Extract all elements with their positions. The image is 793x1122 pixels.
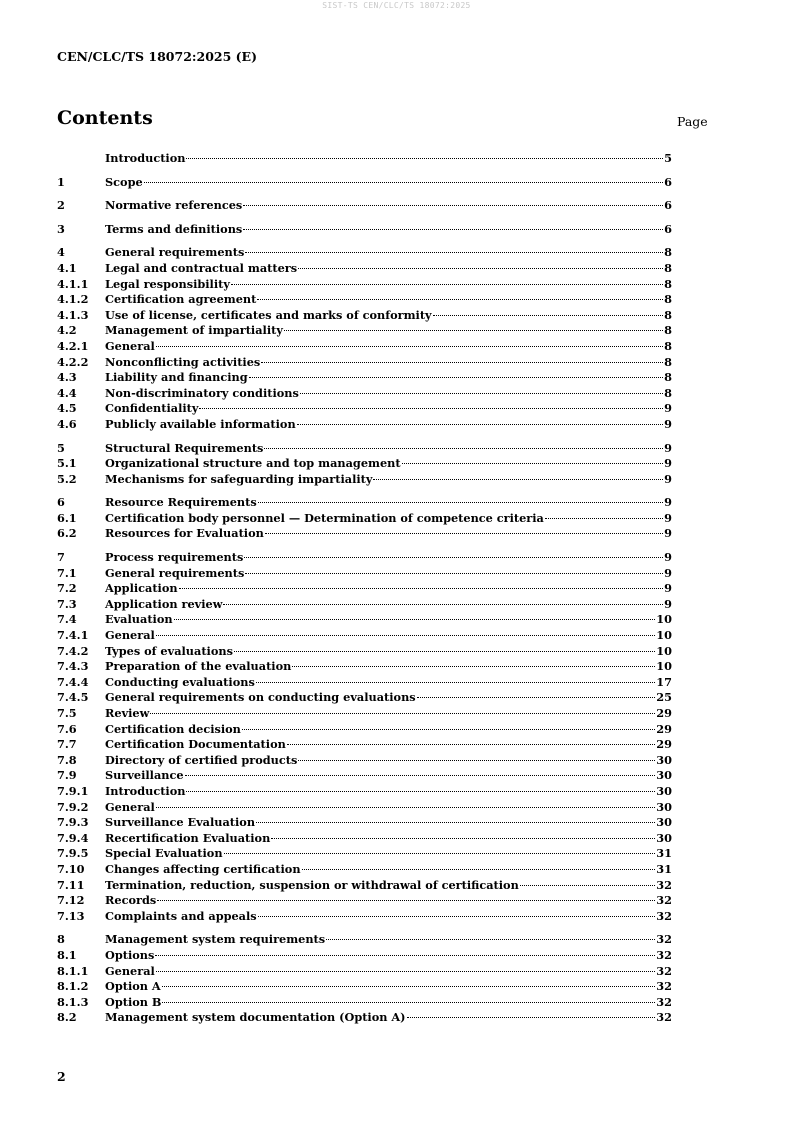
toc-entry[interactable]	[57, 597, 672, 613]
toc-entry-title: Structural Requirements	[105, 440, 264, 455]
toc-entry[interactable]	[57, 831, 672, 847]
toc-dot-leader	[244, 557, 663, 558]
toc-entry[interactable]	[57, 566, 672, 582]
toc-entry-page: 8	[664, 245, 672, 260]
toc-entry[interactable]	[57, 441, 672, 457]
toc-entry-page: 30	[656, 815, 672, 830]
toc-dot-leader	[243, 229, 663, 230]
toc-dot-leader	[258, 916, 656, 917]
toc-entry-title: Types of evaluations	[105, 643, 233, 658]
toc-dot-leader	[186, 158, 663, 159]
toc-dot-leader	[326, 939, 655, 940]
toc-dot-leader	[284, 330, 663, 331]
toc-entry-title: Certification decision	[105, 721, 241, 736]
toc-entry[interactable]	[57, 815, 672, 831]
toc-entry-number: 7.5	[57, 706, 77, 720]
toc-entry-number: 7.4.1	[57, 628, 89, 643]
toc-entry-page: 32	[656, 908, 672, 923]
toc-entry-number: 7.12	[57, 893, 85, 908]
toc-entry-page: 10	[656, 643, 672, 658]
toc-entry-page: 6	[664, 221, 672, 236]
toc-entry[interactable]	[57, 722, 672, 738]
toc-entry-page: 32	[656, 932, 672, 947]
toc-entry[interactable]	[57, 472, 672, 488]
toc-dot-leader	[271, 838, 655, 839]
toc-dot-leader	[223, 604, 663, 605]
toc-entry-page: 32	[656, 994, 672, 1009]
toc-entry-page: 10	[656, 659, 672, 674]
table-of-contents	[57, 151, 672, 1026]
toc-entry-title: General	[105, 338, 155, 353]
toc-dot-leader	[245, 573, 663, 574]
toc-entry-number: 7.4.2	[57, 643, 89, 658]
toc-entry-title: Publicly available information	[105, 416, 296, 431]
toc-entry-number: 7.4.5	[57, 690, 89, 705]
toc-entry-page: 9	[664, 471, 672, 486]
toc-dot-leader	[144, 182, 663, 183]
toc-entry-title: General	[105, 963, 155, 978]
toc-entry-number: 4.2	[57, 323, 77, 338]
toc-entry-title: Termination, reduction, suspension or withdrawal of certification	[105, 877, 519, 892]
toc-entry-page: 8	[664, 385, 672, 400]
toc-entry-page: 30	[656, 830, 672, 845]
toc-entry-number: 4.1.2	[57, 292, 89, 307]
toc-dot-leader	[257, 299, 663, 300]
toc-entry-title: Recertification Evaluation	[105, 830, 271, 845]
toc-entry-page: 8	[664, 354, 672, 369]
toc-entry[interactable]	[57, 456, 672, 472]
toc-entry[interactable]	[57, 401, 672, 417]
toc-entry-title: Legal and contractual matters	[105, 260, 298, 275]
toc-entry-page: 32	[656, 963, 672, 978]
toc-entry-title: Confidentiality	[105, 401, 199, 416]
watermark: SIST-TS CEN/CLC/TS 18072:2025	[322, 1, 471, 10]
document-id: CEN/CLC/TS 18072:2025 (E)	[57, 49, 257, 64]
toc-entry[interactable]	[57, 964, 672, 980]
toc-dot-leader	[256, 682, 655, 683]
toc-entry-page: 29	[656, 721, 672, 736]
toc-entry-title: Records	[105, 893, 157, 908]
toc-entry-page: 5	[664, 151, 672, 165]
toc-entry-number: 4.1	[57, 260, 77, 275]
toc-entry-number: 4.1.3	[57, 307, 89, 322]
toc-entry-number: 7.6	[57, 721, 77, 736]
toc-entry-title: Resources for Evaluation	[105, 526, 264, 541]
toc-entry-title: Option A	[105, 979, 161, 994]
toc-entry-number: 4.5	[57, 401, 77, 416]
toc-entry-number: 7.4	[57, 612, 77, 627]
toc-entry-number: 5	[57, 440, 65, 455]
toc-entry-page: 9	[664, 596, 672, 611]
toc-dot-leader	[162, 1002, 655, 1003]
toc-entry[interactable]	[57, 1010, 672, 1026]
toc-entry-page: 31	[656, 861, 672, 876]
toc-entry[interactable]	[57, 581, 672, 597]
toc-dot-leader	[245, 252, 663, 253]
toc-entry[interactable]	[57, 628, 672, 644]
toc-entry[interactable]	[57, 753, 672, 769]
toc-entry-page: 32	[656, 893, 672, 908]
toc-entry-page: 8	[664, 260, 672, 275]
toc-entry[interactable]	[57, 612, 672, 628]
toc-entry-number: 7.9.3	[57, 815, 89, 830]
toc-entry[interactable]	[57, 932, 672, 948]
toc-entry-title: General	[105, 799, 155, 814]
toc-entry-number: 7.9.5	[57, 846, 89, 861]
toc-dot-leader	[300, 393, 663, 394]
toc-entry-title: Organizational structure and top management	[105, 456, 401, 471]
toc-entry[interactable]	[57, 784, 672, 800]
toc-entry-number: 8.1	[57, 947, 77, 962]
toc-entry-page: 32	[656, 877, 672, 892]
toc-entry[interactable]	[57, 893, 672, 909]
toc-entry-number: 7.4.3	[57, 659, 89, 674]
toc-entry-number: 7.2	[57, 581, 77, 596]
toc-entry-title: Conducting evaluations	[105, 674, 255, 689]
toc-dot-leader	[292, 666, 655, 667]
toc-entry-number: 7.3	[57, 596, 77, 611]
toc-entry-title: Changes affecting certification	[105, 861, 301, 876]
toc-entry-page: 9	[664, 581, 672, 596]
toc-entry-title: Legal responsibility	[105, 276, 230, 291]
toc-entry[interactable]	[57, 339, 672, 355]
toc-dot-leader	[156, 807, 655, 808]
toc-dot-leader	[156, 635, 655, 636]
toc-dot-leader	[199, 408, 663, 409]
toc-entry-number: 7.9.2	[57, 799, 89, 814]
toc-entry-title: Preparation of the evaluation	[105, 659, 292, 674]
toc-entry-page: 9	[664, 565, 672, 580]
toc-dot-leader	[155, 955, 655, 956]
toc-entry-number: 4.1.1	[57, 276, 89, 291]
toc-entry[interactable]	[57, 995, 672, 1011]
toc-entry[interactable]	[57, 644, 672, 660]
toc-entry-number: 8.2	[57, 1010, 77, 1025]
toc-entry-page: 8	[664, 338, 672, 353]
toc-entry-number: 7.9	[57, 768, 77, 783]
toc-entry[interactable]	[57, 277, 672, 293]
toc-dot-leader	[234, 651, 655, 652]
toc-entry-title: General requirements	[105, 565, 245, 580]
toc-entry-page: 31	[656, 846, 672, 861]
toc-dot-leader	[264, 448, 663, 449]
toc-entry-number: 6	[57, 495, 65, 510]
toc-entry-title: Non-discriminatory conditions	[105, 385, 299, 400]
toc-entry-page: 30	[656, 799, 672, 814]
toc-entry-title: Option B	[105, 994, 162, 1009]
contents-title: Contents	[57, 107, 153, 129]
toc-entry[interactable]	[57, 550, 672, 566]
toc-dot-leader	[156, 346, 663, 347]
toc-entry[interactable]	[57, 690, 672, 706]
toc-entry[interactable]	[57, 909, 672, 925]
toc-entry-number: 2	[57, 198, 65, 213]
toc-entry-number: 5.1	[57, 456, 77, 471]
toc-dot-leader	[231, 284, 663, 285]
toc-entry-number: 8	[57, 932, 65, 947]
toc-entry-title: Liability and financing	[105, 370, 248, 385]
toc-dot-leader	[185, 775, 656, 776]
toc-entry-number: 3	[57, 221, 65, 236]
toc-entry-page: 6	[664, 198, 672, 213]
toc-dot-leader	[156, 971, 655, 972]
toc-entry-title: Management of impartiality	[105, 323, 283, 338]
toc-entry-number: 7	[57, 550, 65, 565]
toc-entry-page: 9	[664, 526, 672, 541]
toc-entry-title: Directory of certified products	[105, 752, 298, 767]
toc-entry-number: 7.8	[57, 752, 77, 767]
toc-entry-title: Application	[105, 581, 178, 596]
toc-dot-leader	[520, 885, 655, 886]
toc-entry-title: Introduction	[105, 151, 186, 165]
toc-entry-number: 7.1	[57, 565, 77, 580]
toc-dot-leader	[224, 853, 656, 854]
toc-entry[interactable]	[57, 175, 672, 191]
toc-dot-leader	[150, 713, 655, 714]
toc-entry-page: 8	[664, 292, 672, 307]
toc-entry-title: Management system requirements	[105, 932, 326, 947]
toc-entry-page: 6	[664, 174, 672, 189]
toc-entry[interactable]	[57, 800, 672, 816]
toc-entry-page: 25	[656, 690, 672, 705]
toc-entry[interactable]	[57, 292, 672, 308]
toc-entry[interactable]	[57, 355, 672, 371]
toc-entry-number: 7.13	[57, 908, 85, 923]
toc-entry-title: Certification body personnel — Determination of competence criteria	[105, 510, 544, 525]
toc-entry-number: 7.10	[57, 861, 85, 876]
toc-dot-leader	[545, 518, 663, 519]
toc-dot-leader	[302, 869, 656, 870]
toc-entry[interactable]	[57, 370, 672, 386]
toc-entry-page: 30	[656, 752, 672, 767]
toc-entry-page: 30	[656, 783, 672, 798]
toc-dot-leader	[402, 463, 664, 464]
toc-entry-number: 4.2.2	[57, 354, 89, 369]
toc-entry-title: Options	[105, 947, 155, 962]
toc-entry-title: Normative references	[105, 198, 243, 213]
toc-entry-number: 4.3	[57, 370, 77, 385]
toc-entry-title: Surveillance	[105, 768, 184, 783]
toc-entry-title: General requirements on conducting evaluations	[105, 690, 416, 705]
toc-entry-title: Management system documentation (Option A)	[105, 1010, 406, 1025]
page-number: 2	[57, 1069, 66, 1084]
toc-entry-title: Use of license, certificates and marks of conformity	[105, 307, 432, 322]
toc-entry-title: Certification Documentation	[105, 737, 286, 752]
toc-entry-page: 10	[656, 612, 672, 627]
toc-entry[interactable]	[57, 659, 672, 675]
toc-entry-page: 8	[664, 370, 672, 385]
toc-entry-title: Resource Requirements	[105, 495, 257, 510]
toc-entry[interactable]	[57, 768, 672, 784]
toc-dot-leader	[261, 362, 663, 363]
toc-entry[interactable]	[57, 979, 672, 995]
toc-dot-leader	[243, 205, 663, 206]
toc-entry-number: 5.2	[57, 471, 77, 486]
toc-dot-leader	[162, 986, 656, 987]
toc-entry-number: 1	[57, 174, 65, 189]
toc-dot-leader	[298, 268, 663, 269]
toc-entry-page: 8	[664, 307, 672, 322]
toc-dot-leader	[179, 588, 664, 589]
toc-entry-number: 6.1	[57, 510, 77, 525]
toc-entry[interactable]	[57, 198, 672, 214]
toc-entry-number: 7.7	[57, 737, 77, 752]
toc-entry-page: 9	[664, 510, 672, 525]
toc-entry[interactable]	[57, 417, 672, 433]
toc-entry-title: Process requirements	[105, 550, 244, 565]
toc-dot-leader	[258, 502, 663, 503]
toc-entry-number: 4.6	[57, 416, 77, 431]
toc-dot-leader	[242, 729, 655, 730]
toc-dot-leader	[174, 619, 656, 620]
toc-entry-page: 17	[656, 674, 672, 689]
toc-entry-page: 9	[664, 401, 672, 416]
toc-entry[interactable]	[57, 495, 672, 511]
toc-entry[interactable]	[57, 308, 672, 324]
toc-entry-title: Introduction	[105, 783, 186, 798]
toc-entry-title: General requirements	[105, 245, 245, 260]
toc-dot-leader	[433, 315, 664, 316]
toc-entry[interactable]	[57, 737, 672, 753]
toc-entry-page: 9	[664, 495, 672, 510]
toc-entry-page: 9	[664, 440, 672, 455]
toc-entry-title: Review	[105, 706, 150, 720]
toc-dot-leader	[186, 791, 655, 792]
toc-entry[interactable]	[57, 675, 672, 691]
toc-entry-title: Scope	[105, 174, 143, 189]
page-column-label: Page	[677, 114, 708, 129]
toc-entry[interactable]	[57, 526, 672, 542]
toc-entry-title: Surveillance Evaluation	[105, 815, 256, 830]
toc-entry[interactable]	[57, 261, 672, 277]
toc-entry-number: 8.1.1	[57, 963, 89, 978]
toc-entry[interactable]	[57, 878, 672, 894]
toc-entry[interactable]	[57, 386, 672, 402]
toc-dot-leader	[157, 900, 655, 901]
toc-entry-page: 29	[656, 706, 672, 720]
toc-entry[interactable]	[57, 706, 672, 722]
toc-entry[interactable]	[57, 862, 672, 878]
toc-entry-title: Evaluation	[105, 612, 173, 627]
toc-entry-number: 7.9.1	[57, 783, 89, 798]
toc-dot-leader	[373, 479, 663, 480]
toc-entry-number: 4.2.1	[57, 338, 89, 353]
toc-entry-page: 9	[664, 416, 672, 431]
toc-entry-title: Special Evaluation	[105, 846, 223, 861]
toc-entry[interactable]	[57, 151, 672, 167]
toc-entry-number: 7.9.4	[57, 830, 89, 845]
toc-entry-page: 30	[656, 768, 672, 783]
toc-entry-title: General	[105, 628, 155, 643]
toc-entry-page: 32	[656, 1010, 672, 1025]
toc-entry-title: Certification agreement	[105, 292, 257, 307]
toc-entry-page: 32	[656, 947, 672, 962]
toc-entry[interactable]	[57, 323, 672, 339]
toc-entry-title: Complaints and appeals	[105, 908, 257, 923]
toc-dot-leader	[265, 533, 663, 534]
toc-entry-number: 6.2	[57, 526, 77, 541]
toc-entry-page: 9	[664, 456, 672, 471]
toc-entry[interactable]	[57, 222, 672, 238]
toc-entry-number: 4.4	[57, 385, 77, 400]
toc-entry-page: 8	[664, 276, 672, 291]
toc-entry-page: 29	[656, 737, 672, 752]
toc-entry-title: Mechanisms for safeguarding impartiality	[105, 471, 373, 486]
toc-entry-page: 9	[664, 550, 672, 565]
toc-entry[interactable]	[57, 948, 672, 964]
toc-entry-number: 7.11	[57, 877, 85, 892]
toc-dot-leader	[297, 424, 663, 425]
toc-dot-leader	[249, 377, 663, 378]
toc-entry-page: 8	[664, 323, 672, 338]
toc-entry[interactable]	[57, 846, 672, 862]
toc-entry-number: 4	[57, 245, 65, 260]
toc-entry[interactable]	[57, 245, 672, 261]
toc-entry-title: Nonconflicting activities	[105, 354, 261, 369]
toc-dot-leader	[407, 1017, 656, 1018]
toc-entry[interactable]	[57, 511, 672, 527]
toc-dot-leader	[256, 822, 655, 823]
toc-entry-number: 8.1.3	[57, 994, 89, 1009]
toc-entry-page: 10	[656, 628, 672, 643]
toc-entry-title: Terms and definitions	[105, 221, 243, 236]
toc-dot-leader	[298, 760, 655, 761]
toc-entry-number: 7.4.4	[57, 674, 89, 689]
toc-dot-leader	[417, 697, 656, 698]
toc-dot-leader	[287, 744, 655, 745]
toc-entry-number: 8.1.2	[57, 979, 89, 994]
toc-entry-page: 32	[656, 979, 672, 994]
toc-entry-title: Application review	[105, 596, 223, 611]
